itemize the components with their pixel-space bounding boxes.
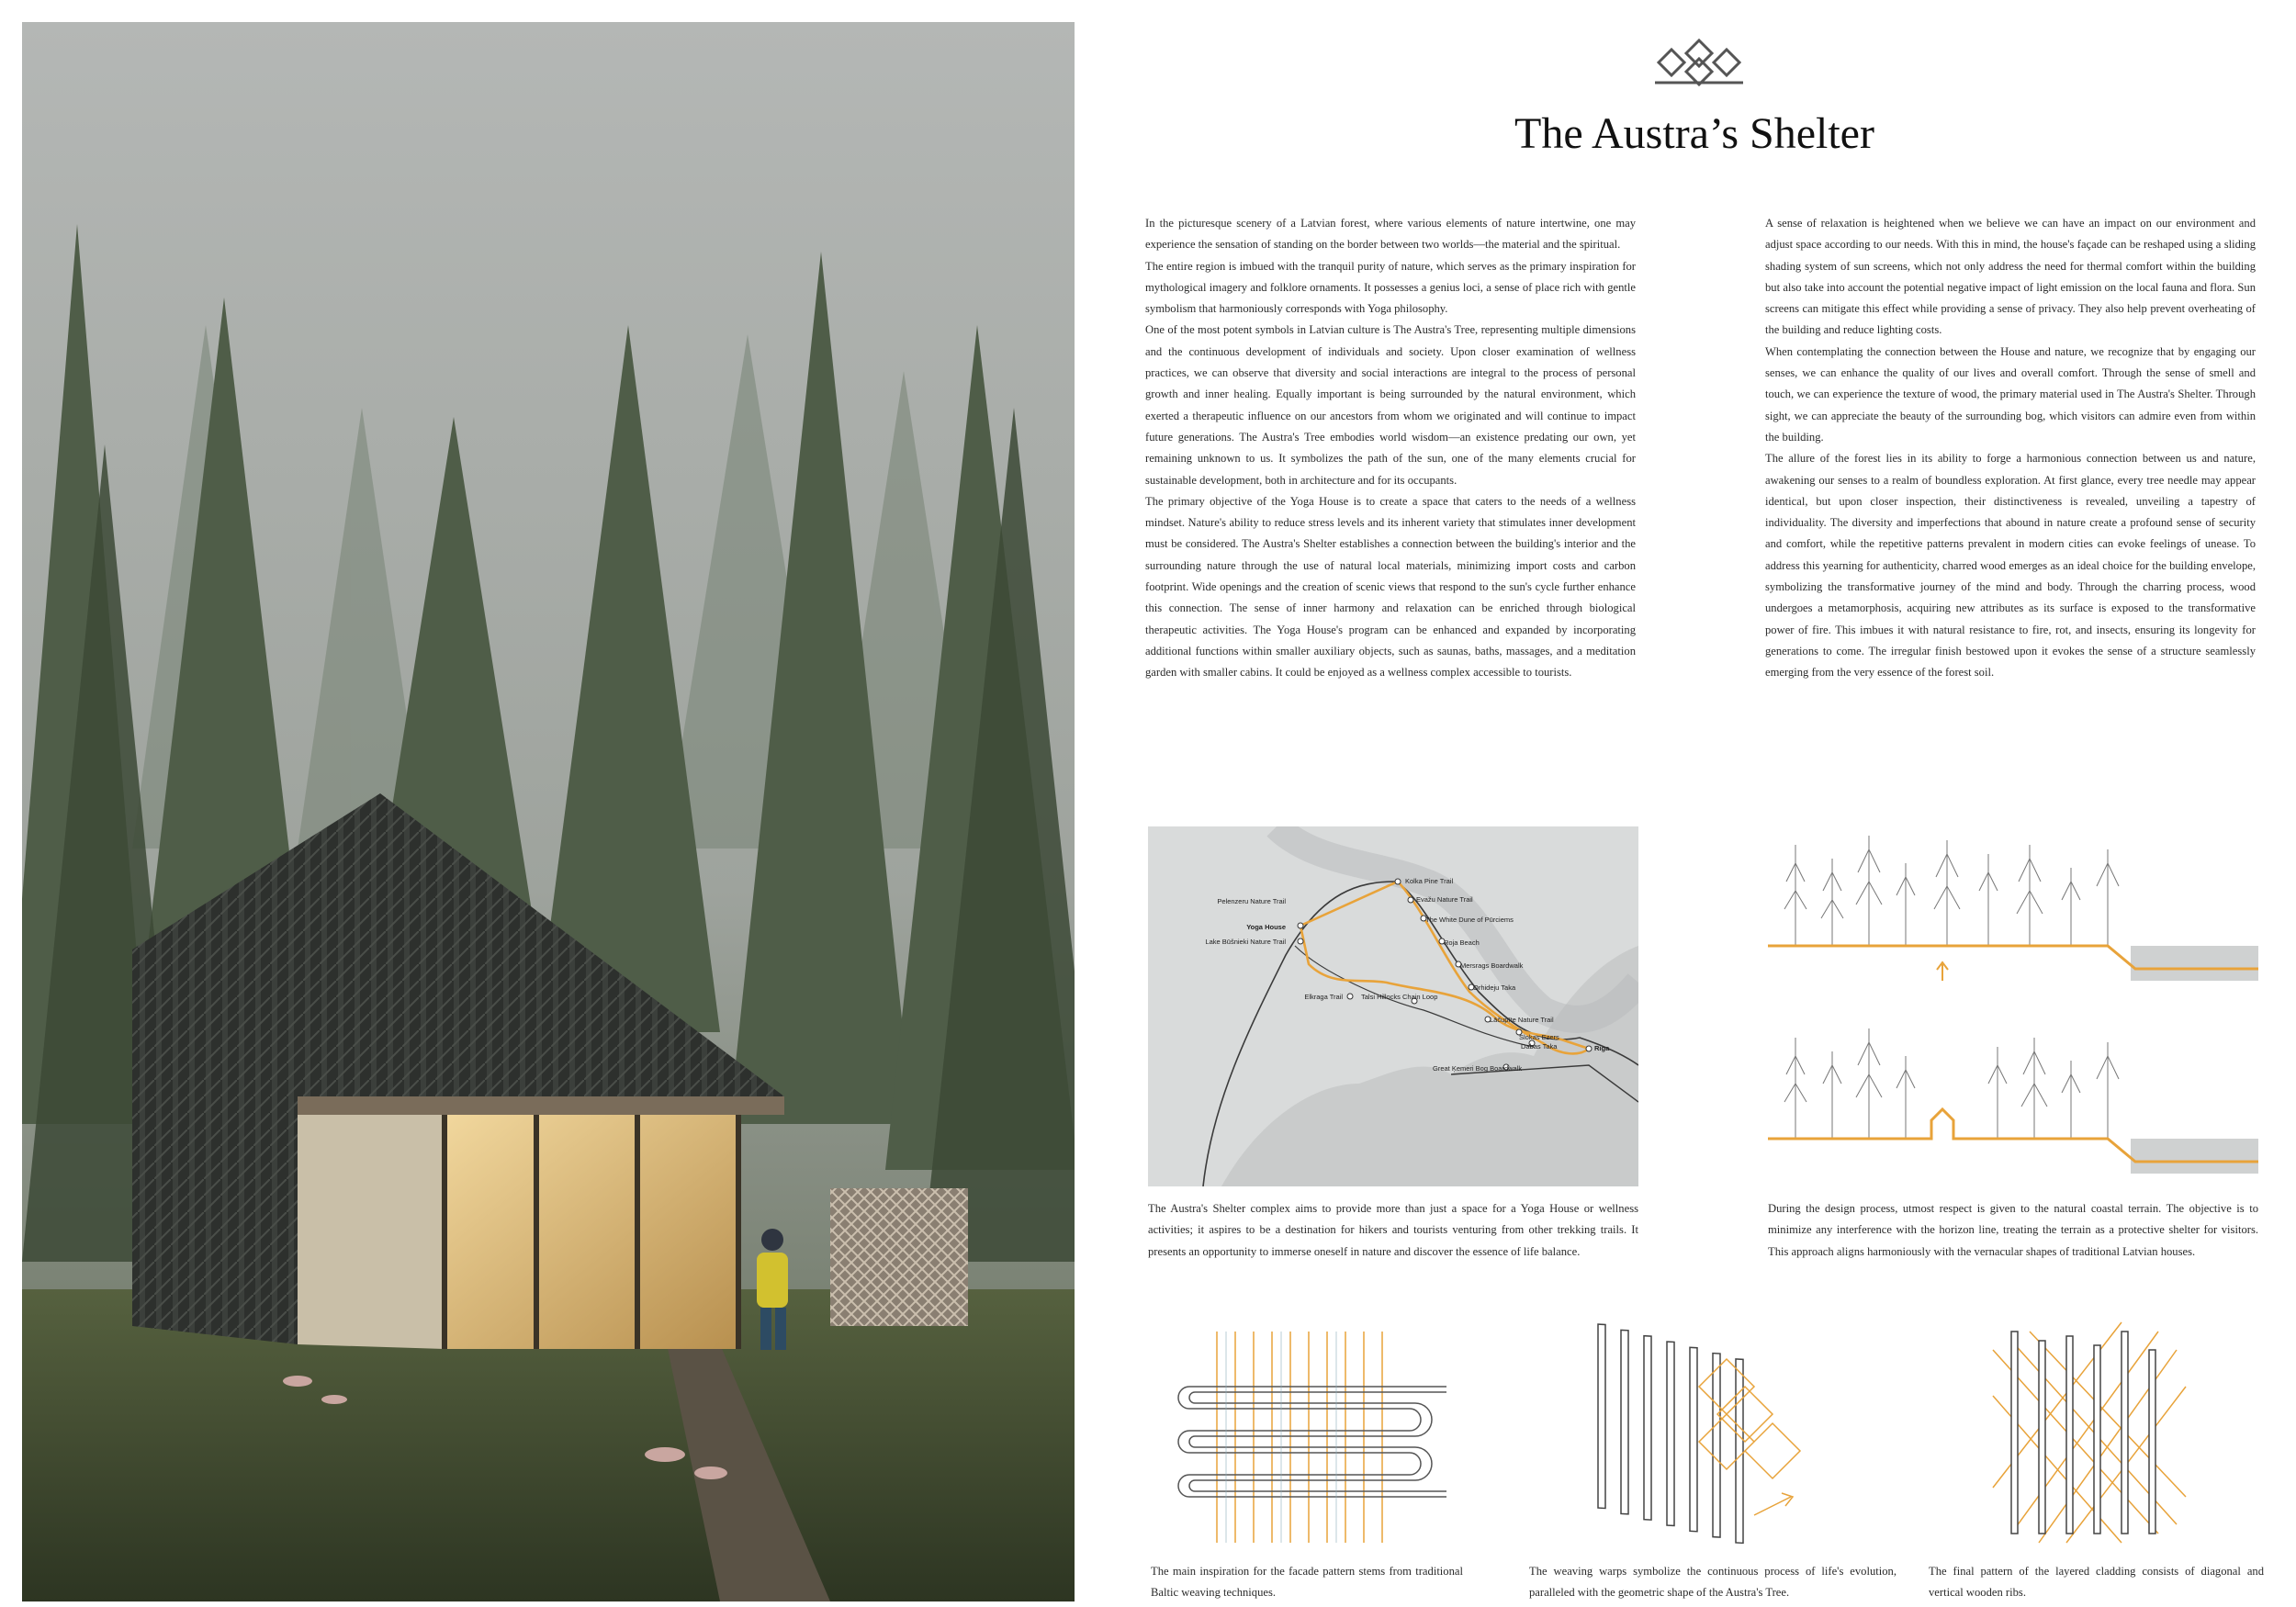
hero-render-image xyxy=(22,22,1075,1601)
map-label: Evažu Nature Trail xyxy=(1416,895,1473,904)
terrain-section-existing xyxy=(1768,826,2258,1001)
final-pattern-caption: The final pattern of the layered cladding consists of diagonal and vertical wooden ribs. xyxy=(1929,1565,2264,1600)
map-label: The White Dune of Pūrciems xyxy=(1425,916,1514,924)
paragraph: The allure of the forest lies in its ability to forge a harmonious connection between us and nature, awakening our senses to a realm of boundless exploration. At first glance, every tree needle may appear identical, but upon closer inspection, their distinctiveness is revealed, unveiling a tapestry of individuality. The diversity and imperfections that abound in nature create a profound sense of security and comfort, while the repetitive patterns prevalent in modern cities can evoke feelings of unease. To address this yearning for authenticity, charred wood emerges as an ideal choice for the building envelope, symbolizing the transformative journey of the mind and body. Through the charring process, wood undergoes a metamorphosis, acquiring new attributes as its surface is exposed to the transformative power of fire. This imbues it with natural resistance to fire, rot, and insects, ensuring its longevity for generations to come. The irregular finish bestowed upon it evokes the sense of a structure seamlessly emerging from the very essence of the forest soil. xyxy=(1765,452,2256,680)
paragraph: A sense of relaxation is heightened when we believe we can have an impact on our environment and adjust space according to our needs. With this in mind, the house's façade can be reshaped using a sliding shading system of sun screens, which not only address the need for thermal comfort within the building but also take into account the potential negative impact of light emission on the local fauna and flora. Sun screens can mitigate this effect while providing a sense of privacy. They also help prevent overheating of the building and reduce lighting costs. xyxy=(1765,217,2256,337)
map-label: Mersrags Boardwalk xyxy=(1460,961,1524,970)
paragraph: The primary objective of the Yoga House is to create a space that caters to the needs of a wellness mindset. Nature's ability to reduce stress levels and its inherent variety that stimulates inner development must be considered. The Austra's Shelter establishes a connection between the building's interior and the surrounding nature through the use of natural local materials, minimizing import costs and carbon footprint. Wide openings and the creation of scenic views that respond to the sun's cycle further enhance this connection. The sense of inner harmony and relaxation can be enriched through biological therapeutic activities. The Yoga House's program can be enhanced and expanded by incorporating additional functions within smaller auxiliary objects, such as saunas, baths, massages, and a meditation garden with smaller cabins. It could be enjoyed as a wellness complex accessible to tourists. xyxy=(1145,494,1636,680)
weaving-caption: The main inspiration for the facade pattern stems from traditional Baltic weaving techniques. xyxy=(1151,1565,1463,1600)
map-label: Talsi Hillocks Chain Loop xyxy=(1361,993,1438,1001)
map-label: Riga xyxy=(1594,1044,1610,1052)
map-label: Orhideju Taka xyxy=(1473,983,1516,992)
paragraph: In the picturesque scenery of a Latvian forest, where various elements of nature intertwine, one may experience the sensation of standing on the border between two worlds—the material and the spiritual. xyxy=(1145,217,1636,252)
map-label: Kolka Pine Trail xyxy=(1405,877,1454,885)
map-label: Lāčupīte Nature Trail xyxy=(1490,1016,1554,1024)
final-pattern-diagram xyxy=(1975,1313,2204,1547)
map-label: Great Ķemeri Bog Boardwalk xyxy=(1433,1064,1523,1073)
warps-diagram xyxy=(1561,1313,1864,1547)
terrain-section-proposed xyxy=(1768,1019,2258,1194)
intro-text-left xyxy=(1145,213,1636,684)
map-label: Lake Būšnieki Nature Trail xyxy=(1205,938,1286,946)
map-label: Pelenzeru Nature Trail xyxy=(1217,897,1286,905)
map-label: Dabas Taka xyxy=(1521,1042,1558,1051)
page-title: The Austra’s Shelter xyxy=(1514,109,1874,158)
terrain-caption: During the design process, utmost respect is given to the natural coastal terrain. The objective is to minimize any interference with the horizon line, treating the terrain as a protective shelter for visitors. This approach aligns harmoniously with the vernacular shapes of traditional Latvian houses. xyxy=(1768,1202,2258,1258)
paragraph: One of the most potent symbols in Latvian culture is The Austra's Tree, representing multiple dimensions and the continuous development of individuals and society. Upon closer examination of wellness practices, we can observe that diversity and social interactions are integral to the process of personal growth and inner healing. Equally important is being surrounded by the natural environment, which exerted a therapeutic influence on our ancestors from whom we originated and will continue to impact future generations. The Austra's Tree embodies world wisdom—an existence predating our own, yet remaining unknown to us. It symbolizes the path of the sun, one of the many elements crucial for sustainable development, both in architecture and for its occupants. xyxy=(1145,323,1636,487)
paragraph: When contemplating the connection between the House and nature, we recognize that by engaging our senses, we can enhance the quality of our lives and overall comfort. Through the sense of smell and touch, we can experience the texture of wood, the primary material used in The Austra's Shelter. Through sight, we can appreciate the beauty of the surrounding bog, which visitors can admire even from within the building. xyxy=(1765,344,2256,444)
trail-map xyxy=(1148,826,1638,1186)
map-label: Slokas Ezers xyxy=(1519,1033,1559,1041)
weaving-diagram xyxy=(1162,1322,1465,1547)
map-label: Elkraga Trail xyxy=(1304,993,1343,1001)
warps-caption: The weaving warps symbolize the continuous process of life's evolution, paralleled with the geometric shape of the Austra's Tree. xyxy=(1529,1565,1896,1600)
austras-tree-logo-icon xyxy=(1651,35,1747,90)
map-label: Roja Beach xyxy=(1444,938,1480,947)
map-label: Yoga House xyxy=(1246,923,1286,931)
paragraph: The entire region is imbued with the tranquil purity of nature, which serves as the primary inspiration for mythological imagery and folklore ornaments. It possesses a genius loci, a sense of place rich with gentle symbolism that harmoniously corresponds with Yoga philosophy. xyxy=(1145,259,1636,316)
intro-text-right xyxy=(1765,213,2256,684)
map-caption: The Austra's Shelter complex aims to provide more than just a space for a Yoga House or wellness activities; it aspires to be a destination for hikers and tourists venturing from other trekking trails. It presents an opportunity to immerse oneself in nature and discover the essence of life balance. xyxy=(1148,1202,1638,1258)
